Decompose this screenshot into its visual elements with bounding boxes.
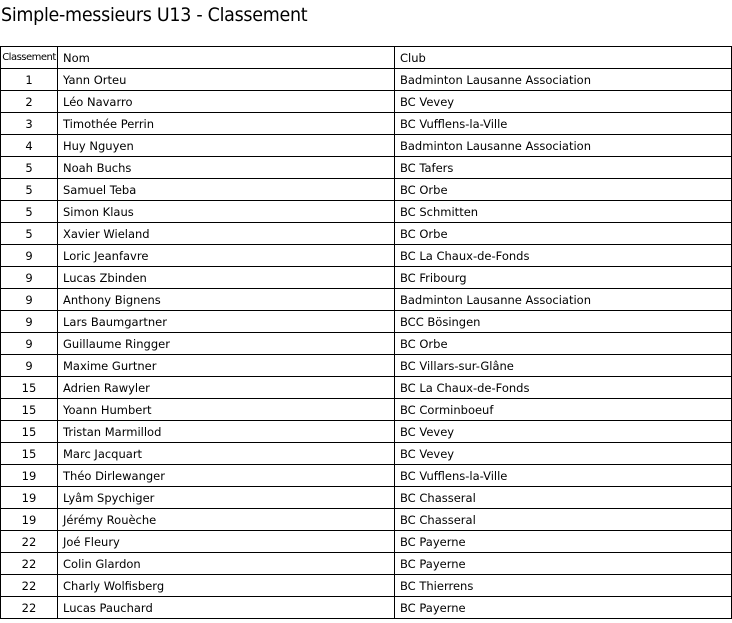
table-row	[1, 553, 732, 575]
cell-name: Simon Klaus	[58, 201, 395, 223]
table-row	[1, 465, 732, 487]
cell-rank: 9	[1, 355, 58, 377]
cell-club: BC Chasseral	[395, 487, 732, 509]
cell-club: BC Vufflens-la-Ville	[395, 113, 732, 135]
table-row	[1, 377, 732, 399]
cell-name: Huy Nguyen	[58, 135, 395, 157]
table-row	[1, 113, 732, 135]
cell-name: Joé Fleury	[58, 531, 395, 553]
cell-rank: 9	[1, 245, 58, 267]
cell-rank: 5	[1, 157, 58, 179]
table-row	[1, 223, 732, 245]
cell-rank: 19	[1, 487, 58, 509]
cell-club: BC Tafers	[395, 157, 732, 179]
cell-club: BC Villars-sur-Glâne	[395, 355, 732, 377]
cell-name: Timothée Perrin	[58, 113, 395, 135]
cell-rank: 5	[1, 223, 58, 245]
cell-name: Tristan Marmillod	[58, 421, 395, 443]
header-rank: Classement	[1, 47, 58, 69]
cell-name: Xavier Wieland	[58, 223, 395, 245]
table-header-row	[1, 47, 732, 69]
table-row	[1, 597, 732, 619]
cell-rank: 9	[1, 289, 58, 311]
cell-name: Maxime Gurtner	[58, 355, 395, 377]
cell-club: BC Payerne	[395, 553, 732, 575]
cell-rank: 22	[1, 553, 58, 575]
cell-club: BC Orbe	[395, 223, 732, 245]
table-row	[1, 421, 732, 443]
table-row	[1, 267, 732, 289]
table-row	[1, 179, 732, 201]
cell-club: BC La Chaux-de-Fonds	[395, 377, 732, 399]
cell-rank: 22	[1, 597, 58, 619]
cell-club: BC Vufflens-la-Ville	[395, 465, 732, 487]
table-row	[1, 201, 732, 223]
cell-rank: 19	[1, 465, 58, 487]
cell-rank: 1	[1, 69, 58, 91]
cell-club: BCC Bösingen	[395, 311, 732, 333]
table-row	[1, 443, 732, 465]
cell-club: BC Schmitten	[395, 201, 732, 223]
cell-rank: 5	[1, 201, 58, 223]
cell-rank: 22	[1, 531, 58, 553]
cell-club: BC La Chaux-de-Fonds	[395, 245, 732, 267]
cell-rank: 15	[1, 399, 58, 421]
cell-rank: 9	[1, 311, 58, 333]
page-title: Simple-messieurs U13 - Classement	[1, 4, 308, 26]
cell-name: Lyâm Spychiger	[58, 487, 395, 509]
cell-club: Badminton Lausanne Association	[395, 289, 732, 311]
cell-rank: 22	[1, 575, 58, 597]
table-row	[1, 355, 732, 377]
cell-name: Jérémy Rouèche	[58, 509, 395, 531]
cell-club: BC Payerne	[395, 597, 732, 619]
table-row	[1, 245, 732, 267]
cell-name: Charly Wolfisberg	[58, 575, 395, 597]
cell-name: Théo Dirlewanger	[58, 465, 395, 487]
cell-rank: 15	[1, 443, 58, 465]
cell-name: Lucas Pauchard	[58, 597, 395, 619]
cell-club: Badminton Lausanne Association	[395, 69, 732, 91]
cell-name: Samuel Teba	[58, 179, 395, 201]
table-row	[1, 531, 732, 553]
cell-club: BC Vevey	[395, 443, 732, 465]
table-row	[1, 575, 732, 597]
cell-club: BC Chasseral	[395, 509, 732, 531]
header-club: Club	[395, 47, 732, 69]
cell-rank: 9	[1, 267, 58, 289]
cell-rank: 3	[1, 113, 58, 135]
cell-club: BC Corminboeuf	[395, 399, 732, 421]
cell-name: Guillaume Ringger	[58, 333, 395, 355]
cell-name: Anthony Bignens	[58, 289, 395, 311]
cell-rank: 15	[1, 377, 58, 399]
cell-club: BC Payerne	[395, 531, 732, 553]
cell-rank: 15	[1, 421, 58, 443]
cell-rank: 9	[1, 333, 58, 355]
cell-club: BC Thierrens	[395, 575, 732, 597]
cell-club: BC Vevey	[395, 91, 732, 113]
cell-name: Yoann Humbert	[58, 399, 395, 421]
cell-name: Lars Baumgartner	[58, 311, 395, 333]
table-row	[1, 509, 732, 531]
header-name: Nom	[58, 47, 395, 69]
table-row	[1, 399, 732, 421]
table-row	[1, 487, 732, 509]
table-row	[1, 289, 732, 311]
cell-name: Lucas Zbinden	[58, 267, 395, 289]
cell-rank: 4	[1, 135, 58, 157]
ranking-table	[0, 46, 732, 619]
table-row	[1, 157, 732, 179]
cell-rank: 2	[1, 91, 58, 113]
cell-name: Loric Jeanfavre	[58, 245, 395, 267]
cell-rank: 5	[1, 179, 58, 201]
cell-club: BC Orbe	[395, 333, 732, 355]
cell-name: Marc Jacquart	[58, 443, 395, 465]
cell-rank: 19	[1, 509, 58, 531]
table-row	[1, 91, 732, 113]
cell-club: BC Fribourg	[395, 267, 732, 289]
cell-name: Yann Orteu	[58, 69, 395, 91]
cell-club: BC Orbe	[395, 179, 732, 201]
table-row	[1, 311, 732, 333]
cell-club: Badminton Lausanne Association	[395, 135, 732, 157]
cell-name: Adrien Rawyler	[58, 377, 395, 399]
cell-name: Noah Buchs	[58, 157, 395, 179]
cell-name: Léo Navarro	[58, 91, 395, 113]
table-row	[1, 69, 732, 91]
table-row	[1, 135, 732, 157]
cell-club: BC Vevey	[395, 421, 732, 443]
table-row	[1, 333, 732, 355]
cell-name: Colin Glardon	[58, 553, 395, 575]
